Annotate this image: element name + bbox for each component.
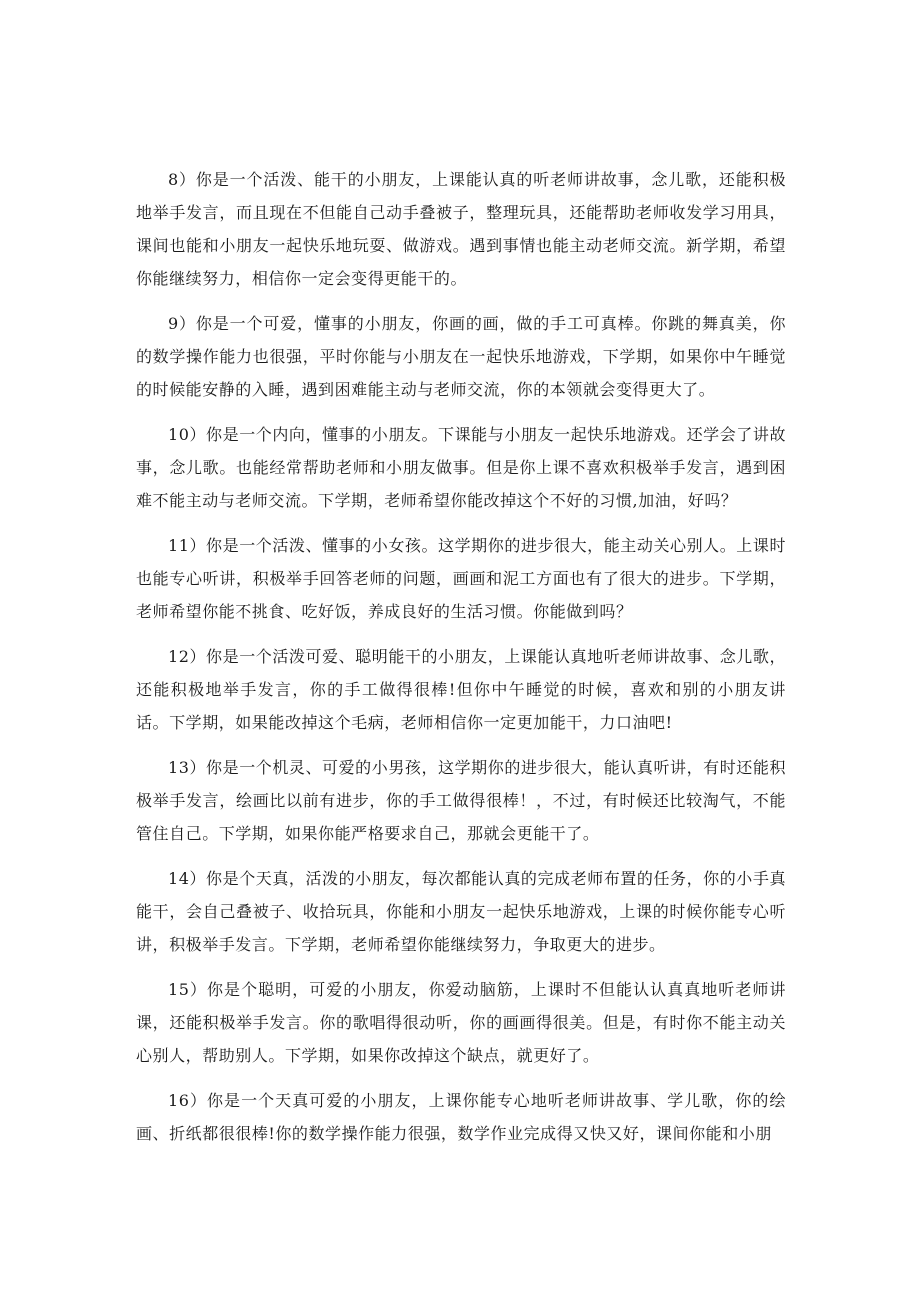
paragraph-14: 14）你是个天真，活泼的小朋友，每次都能认真的完成老师布置的任务，你的小手真能干，会自己叠被子、收拾玩具，你能和小朋友一起快乐地游戏，上课的时候你能专心听讲，积极举手发言。下学期，老师希望你能继续努力，争取更大的进步。 [136,869,786,954]
paragraph-8: 8）你是一个活泼、能干的小朋友，上课能认真的听老师讲故事，念儿歌，还能积极地举手发言，而且现在不但能自己动手叠被子，整理玩具，还能帮助老师收发学习用具，课间也能和小朋友一起快乐地玩耍、做游戏。遇到事情也能主动老师交流。新学期，希望你能继续努力，相信你一定会变得更能干的。 [136,170,786,288]
paragraph-11: 11）你是一个活泼、懂事的小女孩。这学期你的进步很大，能主动关心别人。上课时也能专心听讲，积极举手回答老师的问题，画画和泥工方面也有了很大的进步。下学期，老师希望你能不挑食、吃好饭，养成良好的生活习惯。你能做到吗？ [136,536,786,621]
paragraph-9: 9）你是一个可爱，懂事的小朋友，你画的画，做的手工可真棒。你跳的舞真美，你的数学操作能力也很强，平时你能与小朋友在一起快乐地游戏，下学期，如果你中午睡觉的时候能安静的入睡，遇到困难能主动与老师交流，你的本领就会变得更大了。 [136,314,786,399]
paragraph-12: 12）你是一个活泼可爱、聪明能干的小朋友，上课能认真地听老师讲故事、念儿歌，还能积极地举手发言，你的手工做得很棒!但你中午睡觉的时候，喜欢和别的小朋友讲话。下学期，如果能改掉这个毛病，老师相信你一定更加能干，力口油吧! [136,647,786,732]
paragraph-16: 16）你是一个天真可爱的小朋友，上课你能专心地听老师讲故事、学儿歌，你的绘画、折纸都很很棒!你的数学操作能力很强，数学作业完成得又快又好，课间你能和小朋 [136,1091,786,1143]
paragraph-13: 13）你是一个机灵、可爱的小男孩，这学期你的进步很大，能认真听讲，有时还能积极举手发言，绘画比以前有进步，你的手工做得很棒！，不过，有时候还比较淘气，不能管住自己。下学期，如果你能严格要求自己，那就会更能干了。 [136,758,786,843]
document-body [136,163,786,1162]
paragraph-15: 15）你是个聪明，可爱的小朋友，你爱动脑筋，上课时不但能认认真真地听老师讲课，还能积极举手发言。你的歌唱得很动听，你的画画得很美。但是，有时你不能主动关心别人，帮助别人。下学期，如果你改掉这个缺点，就更好了。 [136,980,786,1065]
paragraph-10: 10）你是一个内向，懂事的小朋友。下课能与小朋友一起快乐地游戏。还学会了讲故事，念儿歌。也能经常帮助老师和小朋友做事。但是你上课不喜欢积极举手发言，遇到困难不能主动与老师交流。下学期，老师希望你能改掉这个不好的习惯,加油，好吗？ [136,425,786,510]
